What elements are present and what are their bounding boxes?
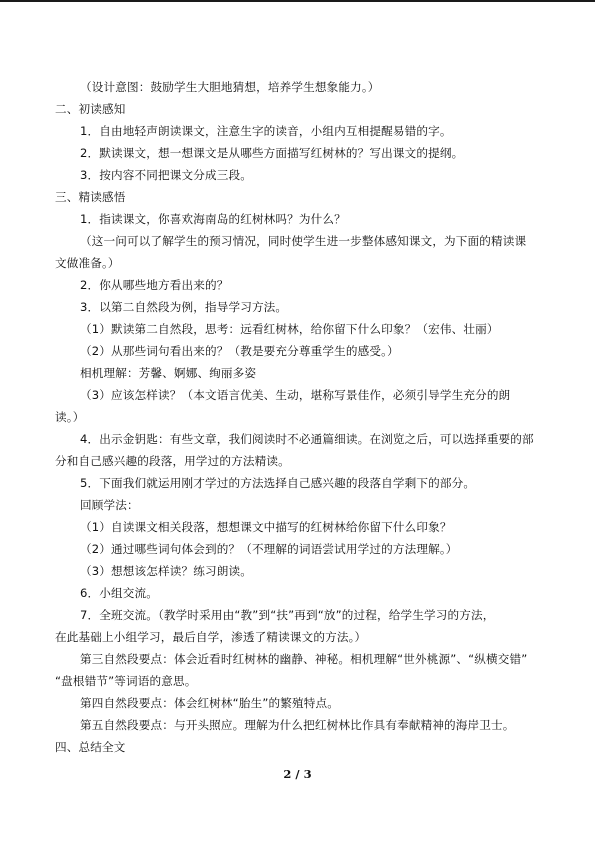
- paragraph: 1．指读课文，你喜欢海南岛的红树林吗？为什么？: [80, 212, 346, 226]
- paragraph: 1．自由地轻声朗读课文，注意生字的读音，小组内互相提醒易错的字。: [80, 124, 452, 138]
- paragraph: （3）应该怎样读？（本文语言优美、生动，堪称写景佳作，必须引导学生充分的朗: [80, 388, 511, 402]
- paragraph: 回顾学法：: [80, 498, 139, 512]
- paragraph: 3．以第二自然段为例，指导学习方法。: [80, 300, 288, 314]
- paragraph: 7．全班交流。（教学时采用由“教”到“扶”再到“放”的过程，给学生学习的方法，: [80, 608, 495, 622]
- paragraph: 2．你从哪些地方看出来的？: [80, 278, 229, 292]
- design-intent-note: （设计意图：鼓励学生大胆地猜想，培养学生想象能力。）: [80, 80, 380, 94]
- section-heading-close-reading: 三、精读感悟: [55, 190, 126, 204]
- page-number: 2 / 3: [283, 767, 312, 781]
- paragraph-continuation: 在此基础上小组学习，最后自学，渗透了精读课文的方法。）: [55, 630, 367, 644]
- paragraph: 2．默读课文，想一想课文是从哪些方面描写红树林的？写出课文的提纲。: [80, 146, 464, 160]
- paragraph-continuation: 读。）: [55, 410, 85, 424]
- paragraph: （这一问可以了解学生的预习情况，同时使学生进一步整体感知课文，为下面的精读课: [80, 234, 527, 248]
- paragraph-continuation: 文做准备。）: [55, 256, 120, 270]
- paragraph: （1）默读第二自然段，思考：远看红树林，给你留下什么印象？（宏伟、壮丽）: [80, 322, 499, 336]
- paragraph: 4．出示金钥匙：有些文章，我们阅读时不必通篇细读。在浏览之后，可以选择重要的部: [80, 432, 534, 446]
- paragraph-continuation: “盘根错节”等词语的意思。: [55, 674, 197, 688]
- paragraph: （2）从那些词句看出来的？（教是要充分尊重学生的感受。）: [80, 344, 399, 358]
- section-heading-summary: 四、总结全文: [55, 740, 126, 754]
- paragraph: 3．按内容不同把课文分成三段。: [80, 168, 252, 182]
- paragraph: 相机理解：芳馨、婀娜、绚丽多姿: [80, 366, 257, 380]
- paragraph: 5．下面我们就运用刚才学过的方法选择自己感兴趣的段落自学剩下的部分。: [80, 476, 476, 490]
- paragraph: 第五自然段要点：与开头照应。理解为什么把红树林比作具有奉献精神的海岸卫士。: [80, 718, 515, 732]
- paragraph-continuation: 分和自己感兴趣的段落，用学过的方法精读。: [55, 454, 290, 468]
- paragraph: （3）想想该怎样读？练习朗读。: [80, 564, 252, 578]
- paragraph: （2）通过哪些词句体会到的？（不理解的词语尝试用学过的方法理解。）: [80, 542, 458, 556]
- paragraph: 第四自然段要点：体会红树林“胎生”的繁殖特点。: [80, 696, 339, 710]
- paragraph: 第三自然段要点：体会近看时红树林的幽静、神秘。相机理解“世外桃源”、“纵横交错”: [80, 652, 528, 666]
- section-heading-first-reading: 二、初读感知: [55, 102, 126, 116]
- paragraph: （1）自读课文相关段落，想想课文中描写的红树林给你留下什么印象？: [80, 520, 452, 534]
- paragraph: 6．小组交流。: [80, 586, 158, 600]
